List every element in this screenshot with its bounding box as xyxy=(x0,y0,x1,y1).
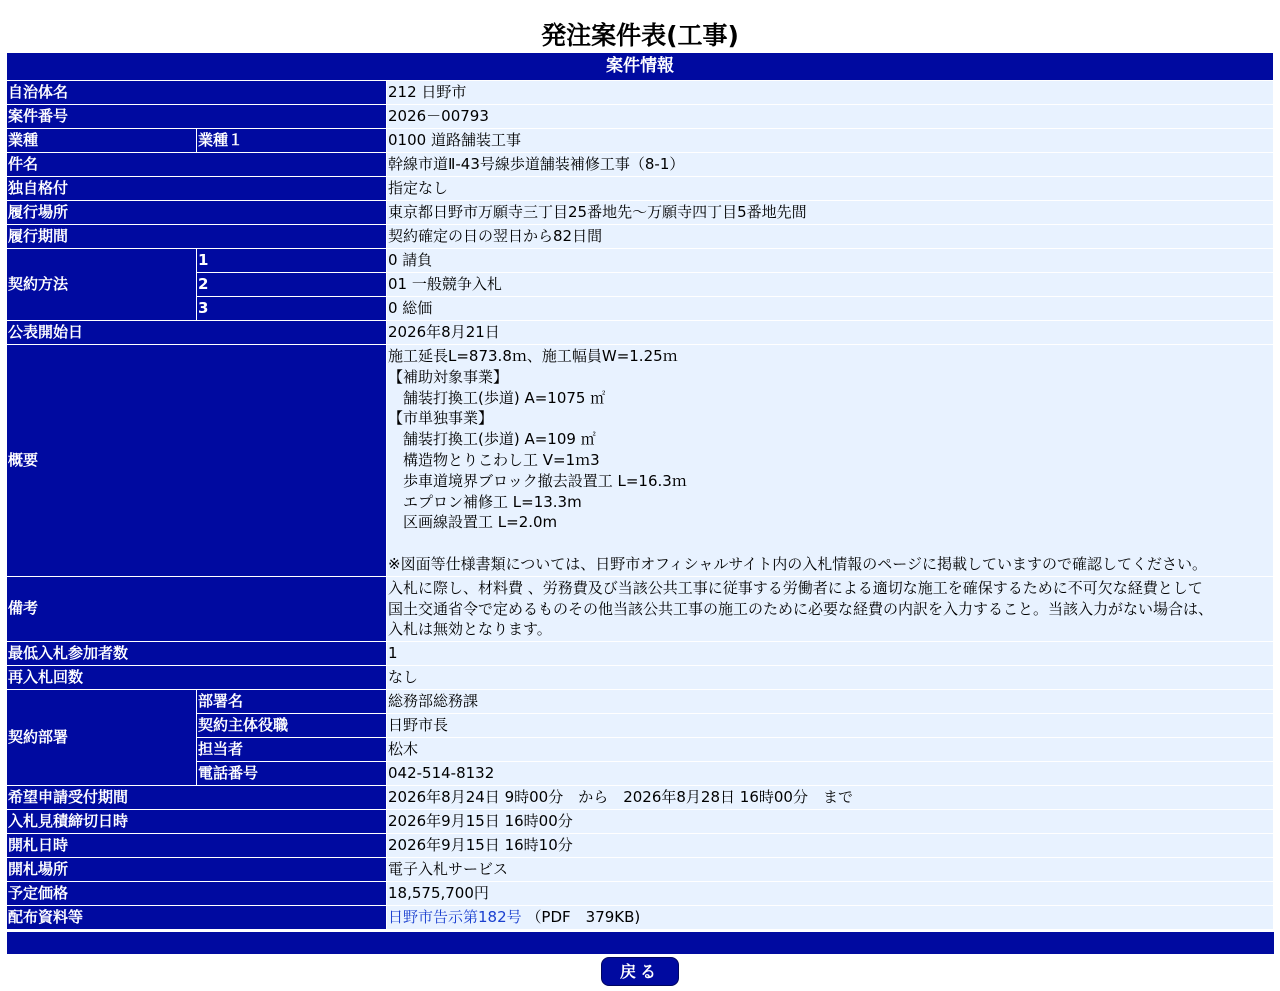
contract-method-label: 契約方法 xyxy=(7,249,197,321)
industry-value: 0100 道路舗装工事 xyxy=(387,129,1274,153)
application-period-value: 2026年8月24日 9時00分 から 2026年8月28日 16時00分 まで xyxy=(387,786,1274,810)
documents-value xyxy=(387,906,1274,930)
remarks-value xyxy=(387,577,1274,642)
location-label: 履行場所 xyxy=(7,201,387,225)
case-no-label: 案件番号 xyxy=(7,105,387,129)
summary-line: 【市単独事業】 xyxy=(388,409,494,428)
contract-method-value: 0 請負 xyxy=(387,249,1274,273)
dept-value: 松木 xyxy=(387,738,1274,762)
publish-date-label: 公表開始日 xyxy=(7,321,387,345)
rebid-value: なし xyxy=(387,666,1274,690)
min-bidders-label: 最低入札参加者数 xyxy=(7,642,387,666)
estimated-price-label: 予定価格 xyxy=(7,882,387,906)
period-label: 履行期間 xyxy=(7,225,387,249)
section-title: 案件情報 xyxy=(7,53,1274,81)
dept-sub-label: 担当者 xyxy=(197,738,387,762)
opening-date-value: 2026年9月15日 16時10分 xyxy=(387,834,1274,858)
rating-value: 指定なし xyxy=(387,177,1274,201)
period-value: 契約確定の日の翌日から82日間 xyxy=(387,225,1274,249)
contract-method-sub: 2 xyxy=(197,273,387,297)
location-value: 東京都日野市万願寺三丁目25番地先～万願寺四丁目5番地先間 xyxy=(387,201,1274,225)
contract-method-sub: 3 xyxy=(197,297,387,321)
dept-sub-label: 部署名 xyxy=(197,690,387,714)
dept-value: 総務部総務課 xyxy=(387,690,1274,714)
dept-value: 042-514-8132 xyxy=(387,762,1274,786)
summary-line: 【補助対象事業】 xyxy=(388,367,509,386)
remarks-label: 備考 xyxy=(7,577,387,642)
footer-bar xyxy=(7,932,1274,954)
summary-line xyxy=(388,533,1272,554)
subject-label: 件名 xyxy=(7,153,387,177)
dept-label: 契約部署 xyxy=(7,690,197,786)
summary-line: 舗装打換工(歩道) A=1075 ㎡ xyxy=(388,388,606,407)
application-period-label: 希望申請受付期間 xyxy=(7,786,387,810)
page-title: 発注案件表(工事) xyxy=(541,21,739,50)
case-info-table xyxy=(7,53,1274,930)
contract-method-value: 0 総価 xyxy=(387,297,1274,321)
document-file-info: （PDF 379KB) xyxy=(526,908,641,927)
estimated-price-value: 18,575,700円 xyxy=(387,882,1274,906)
summary-line: 構造物とりこわし工 V=1ｍ3 xyxy=(388,450,600,469)
opening-date-label: 開札日時 xyxy=(7,834,387,858)
summary-label: 概要 xyxy=(7,345,387,577)
remarks-line: 入札は無効となります。 xyxy=(388,620,552,639)
dept-value: 日野市長 xyxy=(387,714,1274,738)
min-bidders-value: 1 xyxy=(387,642,1274,666)
rebid-label: 再入札回数 xyxy=(7,666,387,690)
opening-place-label: 開札場所 xyxy=(7,858,387,882)
summary-line: 施工延長L=873.8ｍ、施工幅員W=1.25ｍ xyxy=(388,347,678,365)
remarks-line: 国土交通省令で定めるものその他当該公共工事の施工のために必要な経費の内訳を入力すること。当該入力がない場合は、 xyxy=(388,599,1214,618)
summary-line: 区画線設置工 L=2.0m xyxy=(388,513,558,532)
municipality-value: 212 日野市 xyxy=(387,81,1274,105)
opening-place-value: 電子入札サービス xyxy=(387,858,1274,882)
industry-sub-label: 業種１ xyxy=(197,129,387,153)
publish-date-value: 2026年8月21日 xyxy=(387,321,1274,345)
case-no-value: 2026－00793 xyxy=(387,105,1274,129)
rating-label: 独自格付 xyxy=(7,177,387,201)
deadline-label: 入札見積締切日時 xyxy=(7,810,387,834)
dept-sub-label: 契約主体役職 xyxy=(197,714,387,738)
industry-label: 業種 xyxy=(7,129,197,153)
back-button[interactable]: 戻る xyxy=(601,957,679,986)
documents-label: 配布資料等 xyxy=(7,906,387,930)
summary-value xyxy=(387,345,1274,577)
remarks-line: 入札に際し、材料費 、労務費及び当該公共工事に従事する労働者による適切な施工を確保するために不可欠な経費として xyxy=(388,578,1203,597)
summary-line: ※図面等仕様書類については、日野市オフィシャルサイト内の入札情報のページに掲載していますので確認してください。 xyxy=(388,554,1207,573)
contract-method-sub: 1 xyxy=(197,249,387,273)
dept-sub-label: 電話番号 xyxy=(197,762,387,786)
subject-value: 幹線市道Ⅱ-43号線歩道舗装補修工事（8-1） xyxy=(387,153,1274,177)
deadline-value: 2026年9月15日 16時00分 xyxy=(387,810,1274,834)
summary-line: 歩車道境界ブロック撤去設置工 L=16.3ｍ xyxy=(388,471,687,490)
summary-line: 舗装打換工(歩道) A=109 ㎡ xyxy=(388,430,596,449)
summary-line: エプロン補修工 L=13.3m xyxy=(388,492,582,511)
contract-method-value: 01 一般競争入札 xyxy=(387,273,1274,297)
municipality-label: 自治体名 xyxy=(7,81,387,105)
document-link[interactable]: 日野市告示第182号 xyxy=(388,908,522,927)
